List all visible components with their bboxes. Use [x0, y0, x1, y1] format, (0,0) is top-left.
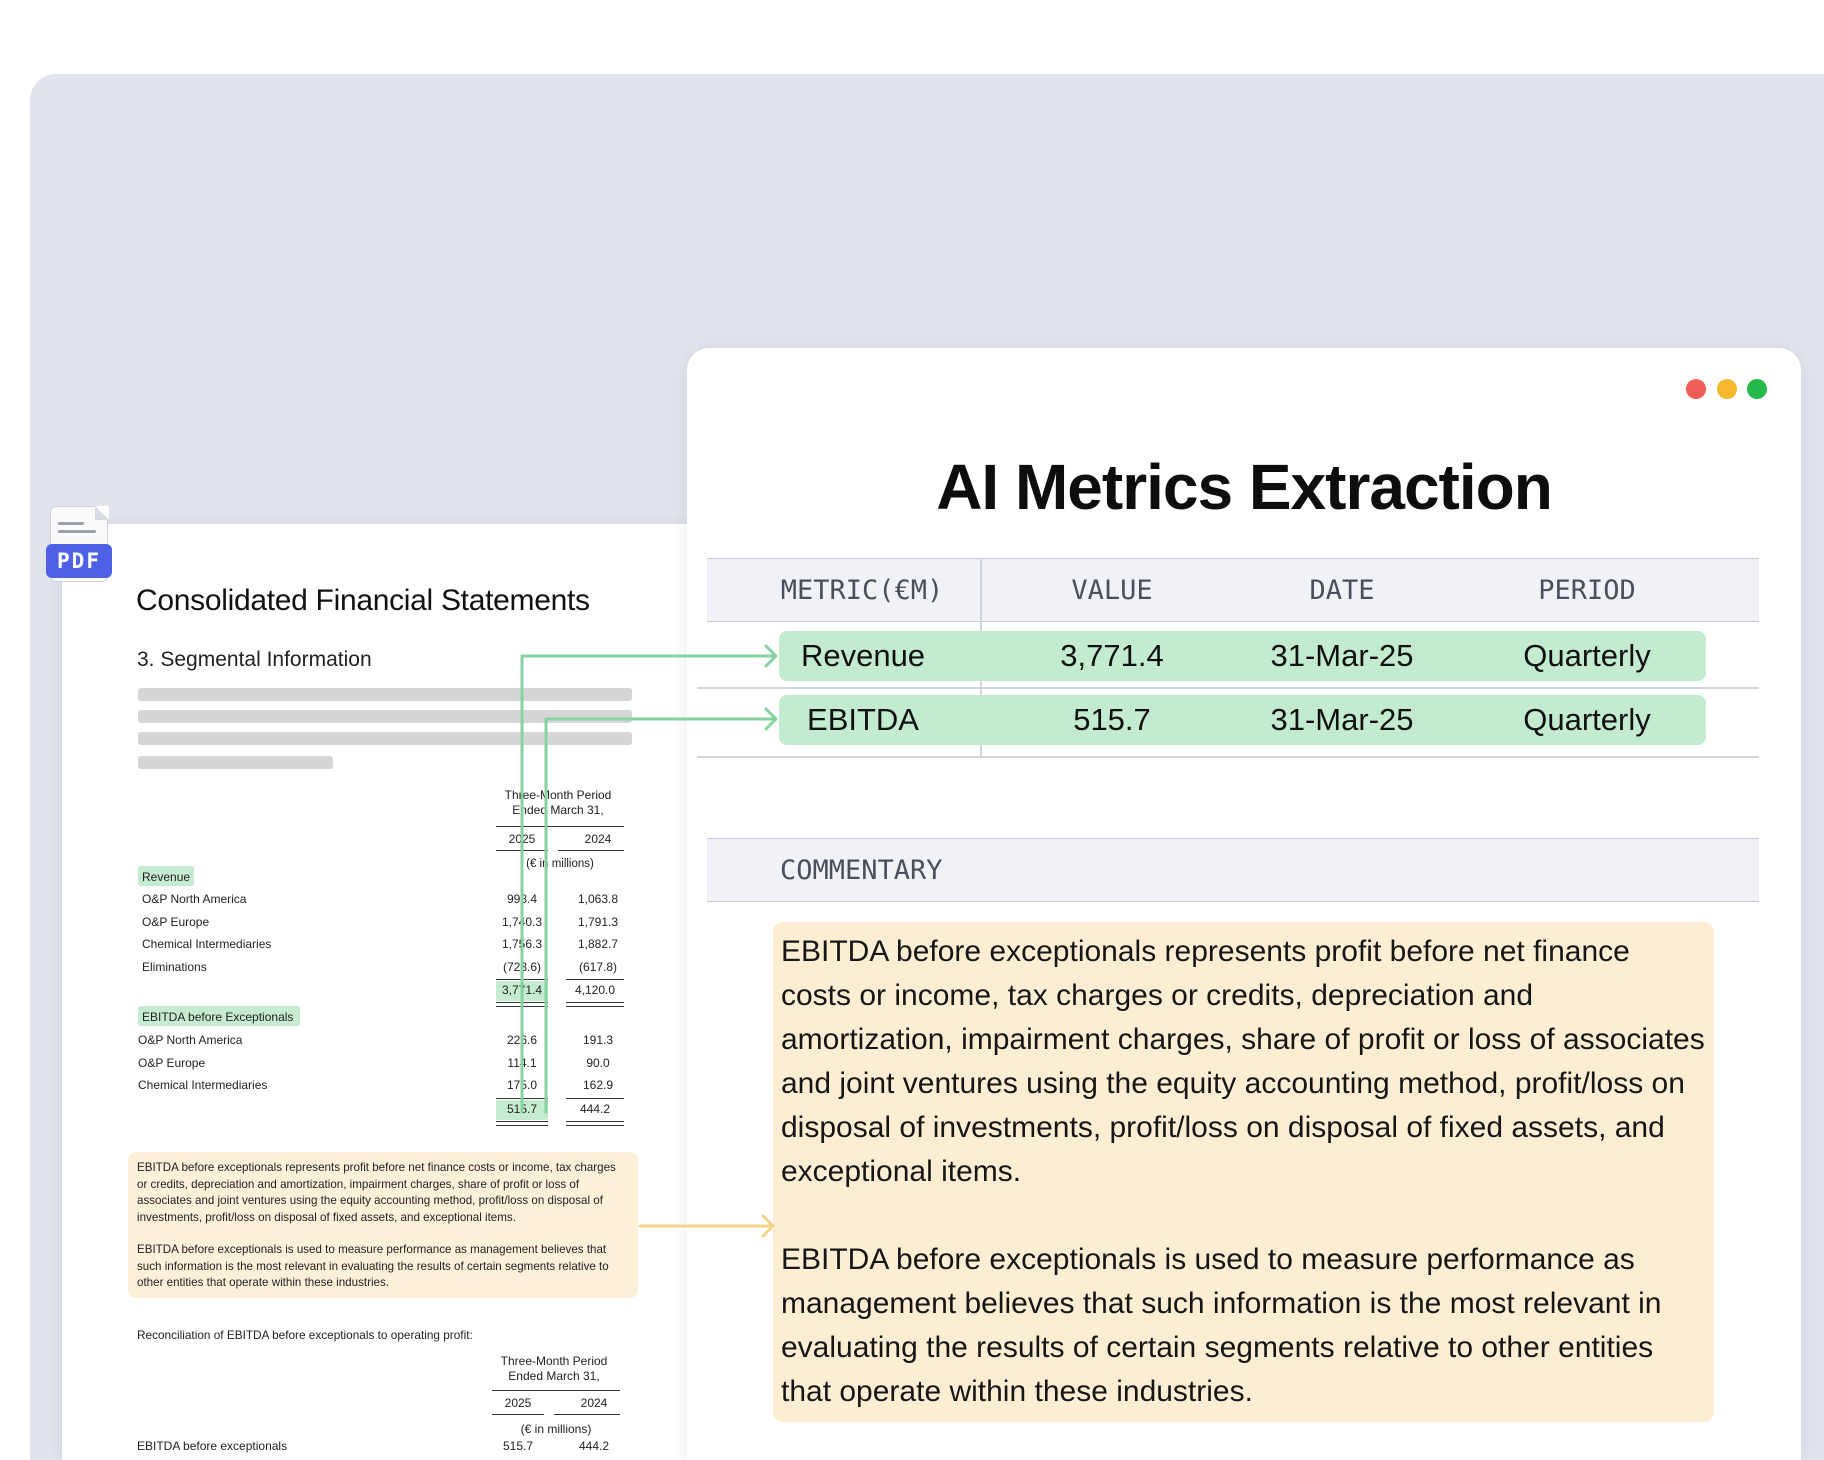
revenue-total-2025: 3,771.4 — [501, 983, 543, 997]
period-cell: Quarterly — [1523, 638, 1651, 673]
commentary-paragraph: EBITDA before exceptionals represents profit before net finance costs or income, tax charges or credits, depreciation and amortization, impairment charges, share of profit or loss of associates and joint ventures using the equity accounting method, profit/loss on disposal of investments, profit/loss on disposal of fixed assets, and exceptional items. — [781, 935, 1705, 1188]
year-2025-header: 2025 — [504, 1396, 532, 1410]
column-header-period: PERIOD — [1538, 575, 1636, 606]
revenue-connector-arrow — [522, 656, 774, 1112]
table-row-label: Eliminations — [142, 960, 207, 974]
metric-cell: EBITDA — [807, 702, 919, 737]
note-paragraph: EBITDA before exceptionals represents profit before net finance costs or income, tax charges or credits, depreciation and amortization, impairment charges, share of profit or loss of associates and joint ventures using the equity accounting method, profit/loss on disposal of investments, profit/loss on disposal of fixed assets, and exceptional items. — [137, 1161, 616, 1224]
ebitda-label: EBITDA before Exceptionals — [142, 1010, 294, 1024]
ebitda-connector-arrow — [546, 719, 774, 1112]
period-cell: Quarterly — [1523, 702, 1651, 737]
table-cell: 515.7 — [502, 1439, 534, 1453]
ebitda-total-2024: 444.2 — [579, 1102, 611, 1116]
table-cell: 226.6 — [506, 1033, 538, 1047]
revenue-total-2024: 4,120.0 — [574, 983, 616, 997]
year-2024-header: 2024 — [580, 1396, 608, 1410]
reconciliation-heading: Reconciliation of EBITDA before exceptionals to operating profit: — [137, 1328, 473, 1342]
date-cell: 31-Mar-25 — [1270, 638, 1414, 673]
date-cell: 31-Mar-25 — [1270, 702, 1414, 737]
pdf-badge: PDF — [46, 544, 112, 578]
year-2024-header: 2024 — [584, 832, 612, 846]
table-cell: 1,063.8 — [577, 892, 619, 906]
table-cell: 191.3 — [582, 1033, 614, 1047]
value-cell: 3,771.4 — [1060, 638, 1164, 673]
commentary-paragraph: EBITDA before exceptionals is used to measure performance as management believes that such information is the most relevant in evaluating the results of certain segments relative to other entities that operate within these industries. — [781, 1243, 1662, 1408]
table-cell: 1,791.3 — [577, 915, 619, 929]
column-header-metric: METRIC(€M) — [780, 575, 944, 606]
table-row-label: O&P North America — [142, 892, 247, 906]
year-2025-header: 2025 — [508, 832, 536, 846]
period-header-line1: Three-Month Period — [500, 1354, 608, 1368]
document-title: Consolidated Financial Statements — [136, 584, 590, 617]
revenue-label: Revenue — [142, 870, 191, 884]
period-header-line1: Three-Month Period — [504, 788, 612, 802]
table-cell: (617.8) — [578, 960, 618, 974]
table-row-label: EBITDA before exceptionals — [137, 1439, 288, 1453]
table-cell: 90.0 — [586, 1056, 610, 1070]
table-row-label: Chemical Intermediaries — [138, 1078, 268, 1092]
period-header-line2: Ended March 31, — [512, 803, 604, 817]
note-paragraph: EBITDA before exceptionals is used to measure performance as management believes that such information is the most relevant in evaluating the results of certain segments relative to other entities that operate within these industries. — [137, 1243, 609, 1289]
ebitda-total-2025: 515.7 — [506, 1102, 538, 1116]
column-header-value: VALUE — [1071, 575, 1153, 606]
metric-cell: Revenue — [800, 638, 926, 673]
table-cell: 162.9 — [582, 1078, 614, 1092]
units-label: (€ in millions) — [520, 1422, 592, 1436]
table-cell: (723.6) — [502, 960, 542, 974]
units-label: (€ in millions) — [526, 858, 594, 870]
table-cell: 175.0 — [506, 1078, 538, 1092]
table-row-label: O&P North America — [138, 1033, 243, 1047]
period-header-line2: Ended March 31, — [508, 1369, 600, 1383]
column-header-date: DATE — [1309, 575, 1375, 606]
table-cell: 114.1 — [507, 1056, 537, 1070]
table-row-label: O&P Europe — [138, 1056, 206, 1070]
app-title: AI Metrics Extraction — [936, 451, 1552, 523]
table-cell: 444.2 — [578, 1439, 610, 1453]
table-cell: 1,882.7 — [577, 937, 619, 951]
table-cell: 1,756.3 — [501, 937, 543, 951]
value-cell: 515.7 — [1073, 702, 1151, 737]
table-row-label: O&P Europe — [142, 915, 210, 929]
table-row-label: Chemical Intermediaries — [142, 937, 272, 951]
document-section-heading: 3. Segmental Information — [137, 648, 372, 671]
table-cell: 1,740.3 — [501, 915, 543, 929]
table-cell: 998.4 — [506, 892, 538, 906]
commentary-label: COMMENTARY — [780, 855, 943, 886]
